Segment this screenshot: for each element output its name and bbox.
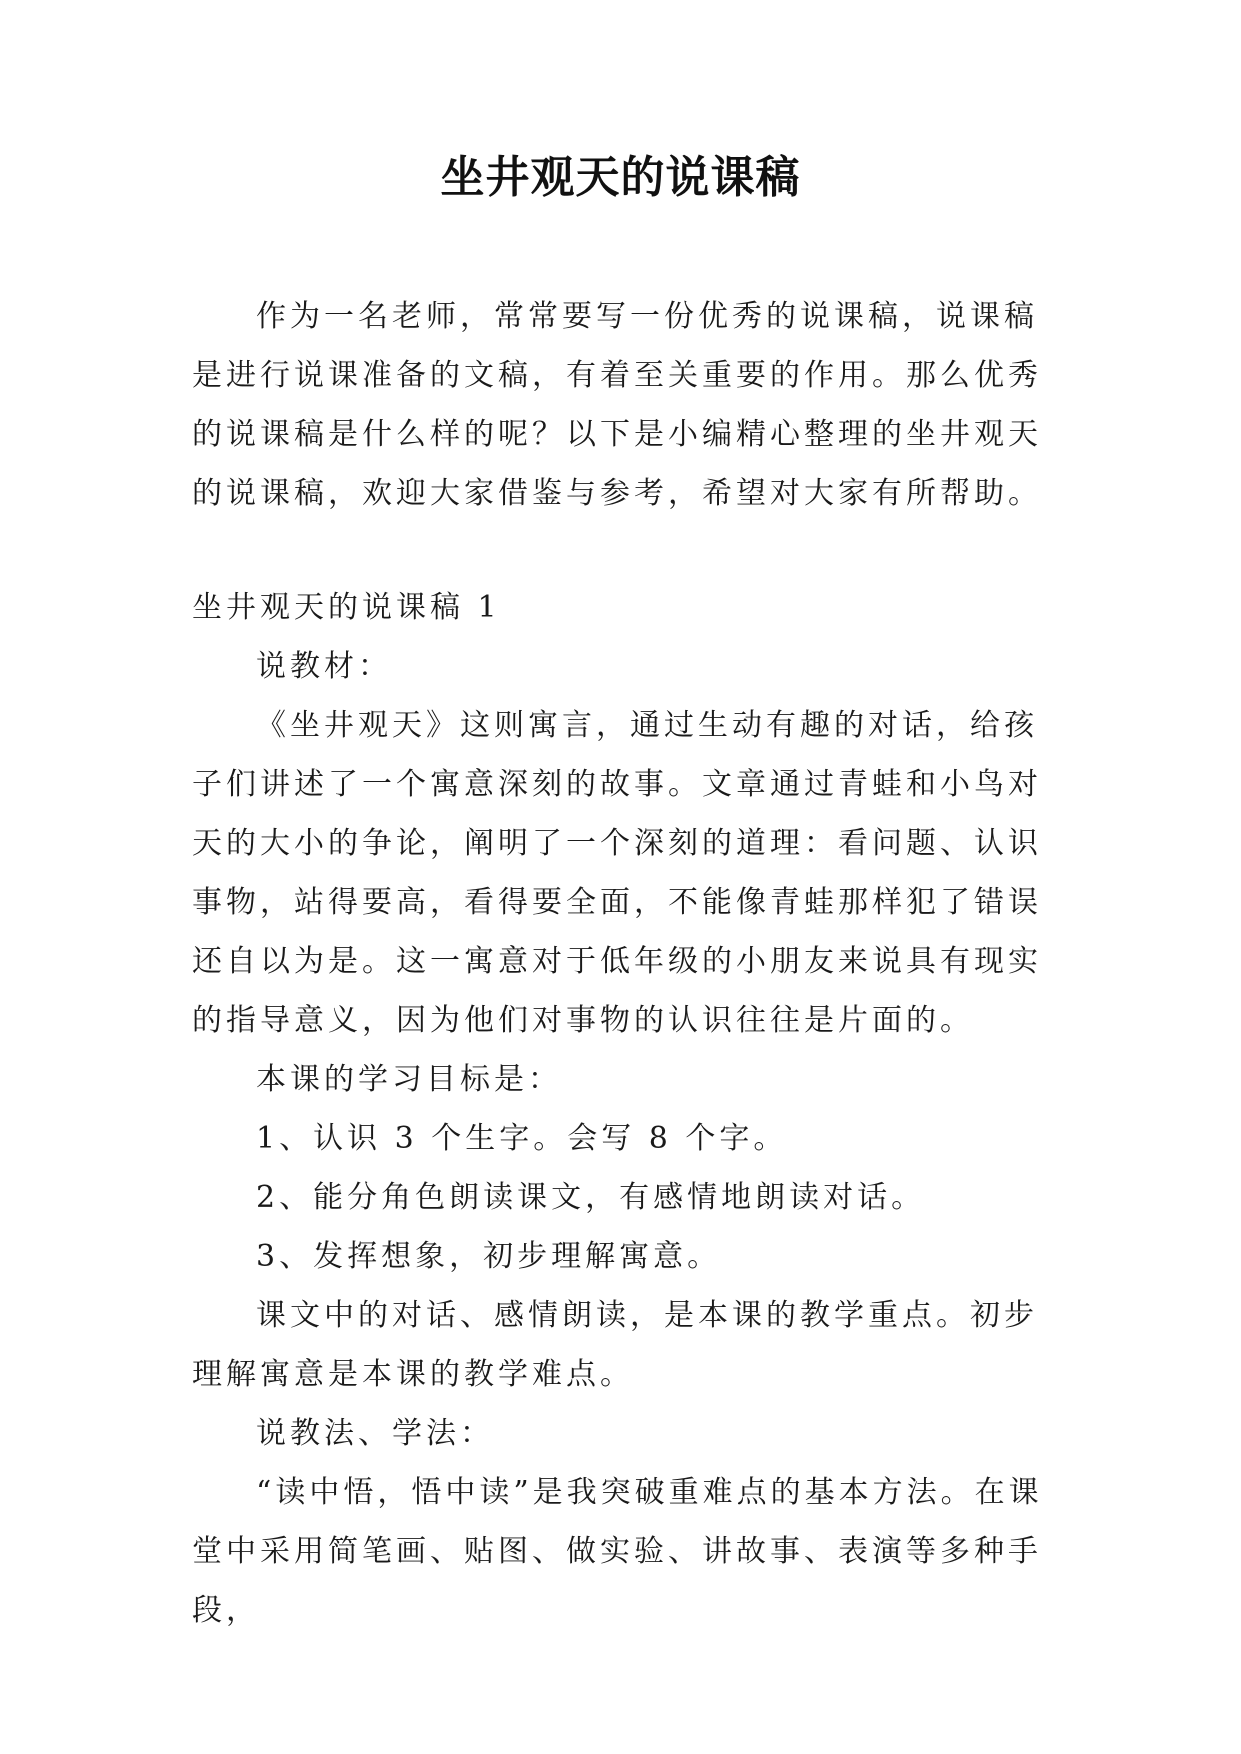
paragraph-key-points: 课文中的对话、感情朗读，是本课的教学重点。初步理解寓意是本课的教学难点。 xyxy=(192,1298,1038,1392)
section-heading: 坐井观天的说课稿 1 xyxy=(192,590,501,625)
paragraph-material-description: 《坐井观天》这则寓言，通过生动有趣的对话，给孩子们讲述了一个寓意深刻的故事。文章通过青蛙和小鸟对天的大小的争论，阐明了一个深刻的道理：看问题、认识事物，站得要高，看得要全面，不能像青蛙那样犯了错误还自以为是。这一寓意对于低年级的小朋友来说具有现实的指导意义，因为他们对事物的认识往往是片面的。 xyxy=(192,708,1042,1038)
objective-item-1: 1、认识 3 个生字。会写 8 个字。 xyxy=(256,1121,788,1156)
paragraph-methods-description: “读中悟，悟中读”是我突破重难点的基本方法。在课堂中采用简笔画、贴图、做实验、讲故事、表演等多种手段， xyxy=(192,1475,1043,1628)
paragraph-methods-heading: 说教法、学法： xyxy=(256,1416,494,1451)
document-body xyxy=(192,287,1052,1640)
intro-paragraph: 作为一名老师，常常要写一份优秀的说课稿，说课稿是进行说课准备的文稿，有着至关重要的作用。那么优秀的说课稿是什么样的呢？以下是小编精心整理的坐井观天的说课稿，欢迎大家借鉴与参考，希望对大家有所帮助。 xyxy=(192,299,1042,511)
document-title: 坐井观天的说课稿 xyxy=(440,152,801,203)
objective-item-3: 3、发挥想象，初步理解寓意。 xyxy=(256,1239,722,1274)
objective-item-2: 2、能分角色朗读课文，有感情地朗读对话。 xyxy=(256,1180,926,1215)
paragraph-objectives-heading: 本课的学习目标是： xyxy=(256,1062,562,1097)
paragraph-teaching-material-heading: 说教材： xyxy=(256,649,392,684)
